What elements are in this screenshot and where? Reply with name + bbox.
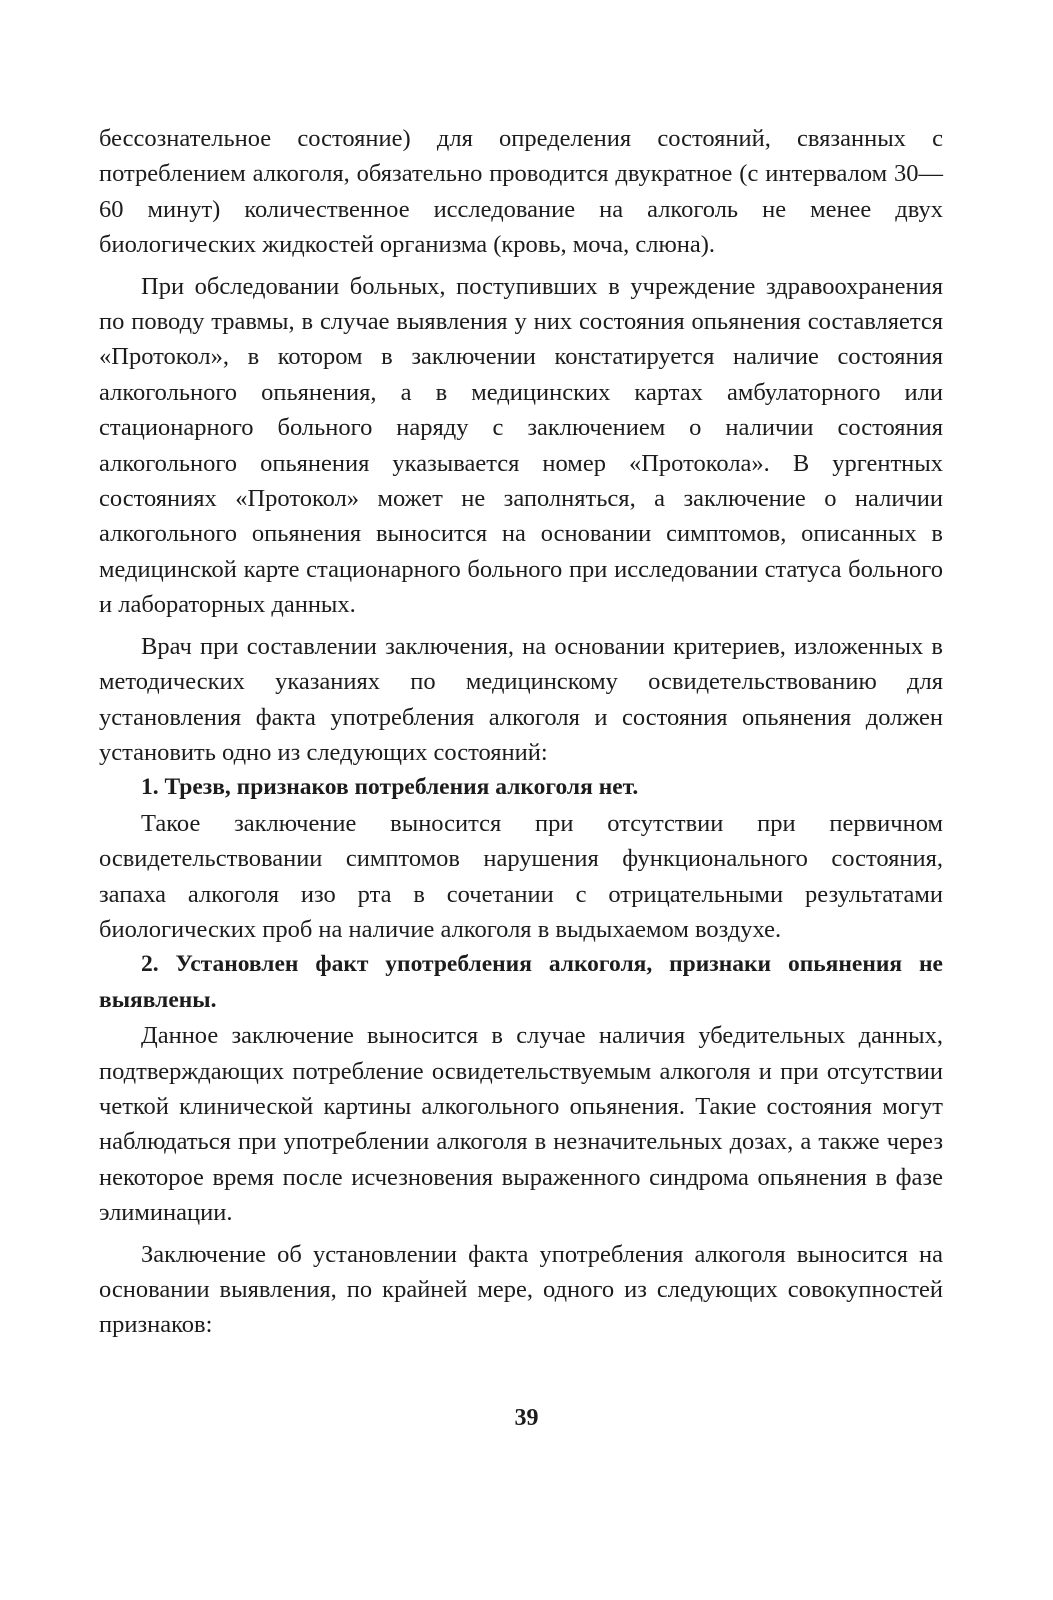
paragraph-sober-description: Такое заключение выносится при отсутствии при первичном освидетельствовании симптомов нарушения функционального состояния, запаха алкоголя изо рта в сочетании с отрицательными результатами биологических проб на наличие алкоголя в выдыхаемом воздухе. xyxy=(99,809,943,943)
paragraph-conclusion-criteria: Врач при составлении заключения, на основании критериев, изложенных в методических указаниях по медицинскому освидетельствованию для установления факта употребления алкоголя и состояния опьянения должен установить одно из следующих состояний: xyxy=(99,632,943,766)
paragraph-consumption-description: Данное заключение выносится в случае наличия убедительных данных, подтверждающих потребление освидетельствуемым алкоголя и при отсутствии четкой клинической картины алкогольного опьянения. Такие состояния могут наблюдаться при употреблении алкоголя в незначительных дозах, а также через некоторое время после исчезновения выраженного синдрома опьянения в фазе элиминации. xyxy=(99,1022,943,1227)
heading-consumption-established: 2. Установлен факт употребления алкоголя, признаки опьянения не выявлены. xyxy=(99,951,943,1013)
paragraph-continuation: бессознательное состояние) для определения состояний, связанных с потреблением алкоголя, обязательно проводится двукратное (с интервалом 30—60 минут) количественное исследование на алкоголь не менее двух биологических жидкостей организма (кровь, моча, слюна). xyxy=(99,125,943,259)
paragraph-protocol: При обследовании больных, поступивших в учреждение здравоохранения по поводу травмы, в случае выявления у них состояния опьянения составляется «Протокол», в котором в заключении констатируется наличие состояния алкогольного опьянения, а в медицинских картах амбулаторного или стационарного больного наряду с заключением о наличии состояния алкогольного опьянения указывается номер «Протокола». В ургентных состояниях «Протокол» может не заполняться, а заключение о наличии алкогольного опьянения выносится на основании симптомов, описанных в медицинской карте стационарного больного при исследовании статуса больного и лабораторных данных. xyxy=(99,272,943,619)
heading-sober: 1. Трезв, признаков потребления алкоголя нет. xyxy=(141,774,639,801)
paragraph-signs-list-intro: Заключение об установлении факта употребления алкоголя выносится на основании выявления, по крайней мере, одного из следующих совокупностей признаков: xyxy=(99,1240,943,1339)
body-text xyxy=(99,121,943,1343)
page-number: 39 xyxy=(514,1405,539,1431)
